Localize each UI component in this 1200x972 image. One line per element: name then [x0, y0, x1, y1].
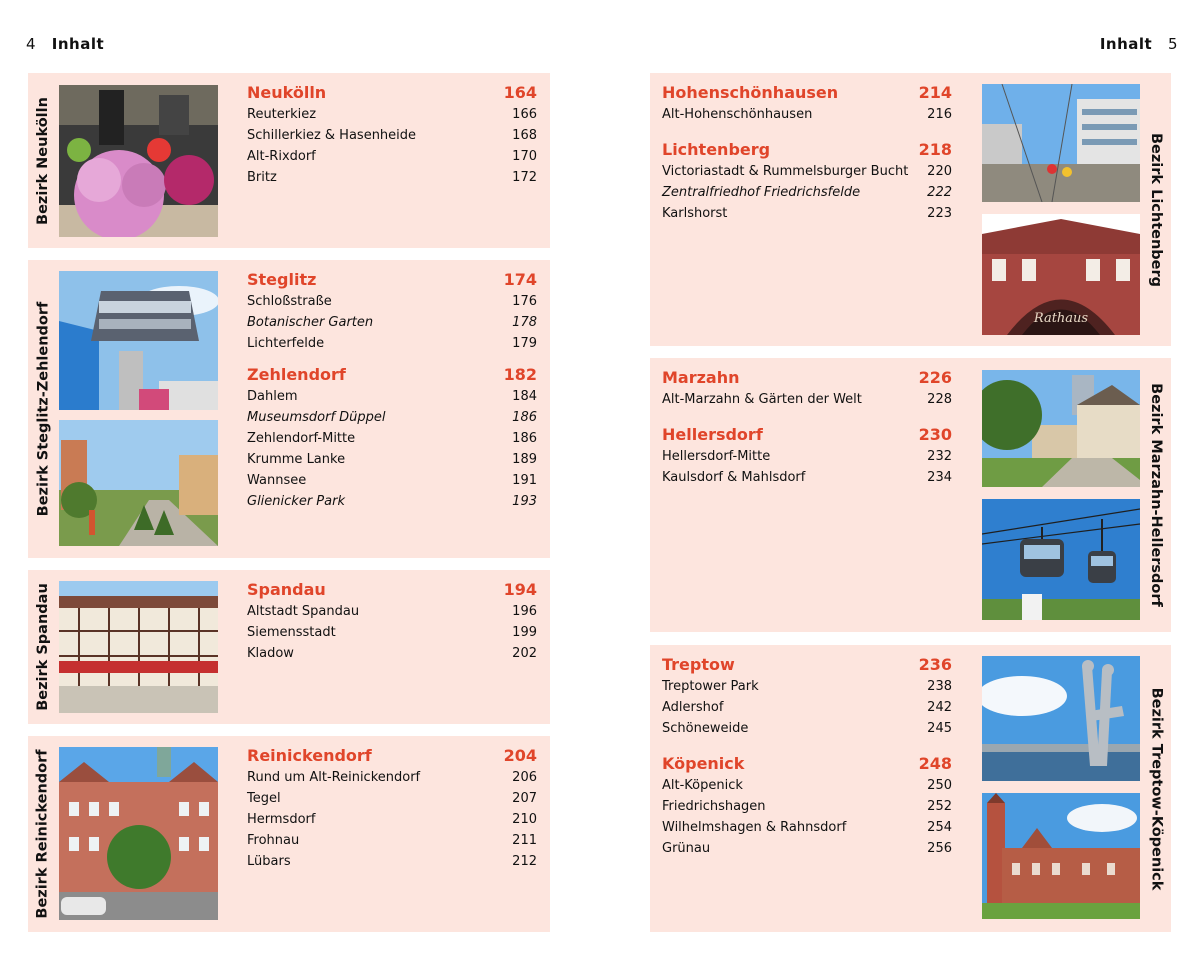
flower-market-photo [59, 85, 218, 237]
district-label: Bezirk Steglitz-Zehlendorf [35, 301, 51, 517]
toc-block [662, 654, 952, 869]
toc-entry[interactable]: Alt-Marzahn & Gärten der Welt 228 [662, 392, 952, 407]
toc-block [247, 269, 537, 522]
district-label: Bezirk Treptow-Köpenick [1148, 687, 1165, 890]
toc-entry[interactable]: Tegel 207 [247, 791, 537, 806]
toc-entry[interactable]: Friedrichshagen 252 [662, 799, 952, 814]
section-heading[interactable]: Steglitz 174 [247, 270, 537, 289]
district-label: Bezirk Spandau [35, 583, 51, 711]
toc-entry[interactable]: Siemensstadt 199 [247, 625, 537, 640]
district-panel-treptow-koepenick [650, 645, 1171, 932]
toc-entry[interactable]: Kladow 202 [247, 646, 537, 661]
toc-entry[interactable]: Adlershof 242 [662, 700, 952, 715]
tram-crossing-photo [982, 84, 1140, 202]
spandau-timber-house-photo [59, 581, 218, 713]
toc-entry[interactable]: Reuterkiez 166 [247, 107, 537, 122]
toc-entry[interactable]: Karlshorst 223 [662, 206, 952, 221]
toc-entry[interactable]: Wilhelmshagen & Rahnsdorf 254 [662, 820, 952, 835]
section-heading[interactable]: Spandau 194 [247, 580, 537, 599]
district-panel-reinickendorf [28, 736, 550, 932]
toc-block [662, 82, 952, 234]
toc-entry[interactable]: Schöneweide 245 [662, 721, 952, 736]
toc-entry[interactable]: Alt-Rixdorf 170 [247, 149, 537, 164]
section-heading[interactable]: Lichtenberg 218 [662, 140, 952, 159]
toc-entry[interactable]: Krumme Lanke 189 [247, 452, 537, 467]
toc-entry[interactable]: Altstadt Spandau 196 [247, 604, 537, 619]
koepenick-town-hall-photo [982, 793, 1140, 919]
bierpinsel-tower-photo [59, 271, 218, 410]
left-page-title: Inhalt [51, 35, 105, 53]
section-heading[interactable]: Hellersdorf 230 [662, 425, 952, 444]
toc-entry[interactable]: Zehlendorf-Mitte 186 [247, 431, 537, 446]
right-page-title: Inhalt [1099, 35, 1153, 53]
district-panel-spandau [28, 570, 550, 724]
toc-block [247, 745, 537, 882]
toc-entry[interactable]: Rund um Alt-Reinickendorf 206 [247, 770, 537, 785]
toc-entry[interactable]: Alt-Hohenschönhausen 216 [662, 107, 952, 122]
zehlendorf-street-photo [59, 420, 218, 546]
toc-entry[interactable]: Zentralfriedhof Friedrichsfelde 222 [662, 185, 952, 200]
district-label: Bezirk Lichtenberg [1148, 132, 1165, 287]
section-heading[interactable]: Marzahn 226 [662, 368, 952, 387]
toc-entry[interactable]: Kaulsdorf & Mahlsdorf 234 [662, 470, 952, 485]
marzahn-village-photo [982, 370, 1140, 487]
district-label: Bezirk Marzahn-Hellersdorf [1148, 383, 1164, 607]
svg-text:Rathaus: Rathaus [1033, 311, 1089, 326]
district-panel-lichtenberg [650, 73, 1171, 346]
left-page-number: 4 [26, 35, 37, 53]
toc-entry[interactable]: Grünau 256 [662, 841, 952, 856]
toc-entry[interactable]: Britz 172 [247, 170, 537, 185]
toc-entry[interactable]: Treptower Park 238 [662, 679, 952, 694]
toc-block [247, 579, 537, 674]
toc-block [247, 82, 537, 198]
toc-entry[interactable]: Frohnau 211 [247, 833, 537, 848]
toc-entry[interactable]: Victoriastadt & Rummelsburger Bucht 220 [662, 164, 952, 179]
toc-entry[interactable]: Lübars 212 [247, 854, 537, 869]
section-heading[interactable]: Köpenick 248 [662, 754, 952, 773]
reinickendorf-town-hall-photo [59, 747, 218, 920]
district-panel-steglitz-zehlendorf [28, 260, 550, 558]
left-page-header [26, 35, 104, 53]
section-heading[interactable]: Hohenschönhausen 214 [662, 83, 952, 102]
toc-entry[interactable]: Schillerkiez & Hasenheide 168 [247, 128, 537, 143]
right-page-header [1100, 35, 1178, 53]
section-heading[interactable]: Neukölln 164 [247, 83, 537, 102]
molecule-man-photo [982, 656, 1140, 781]
section-heading[interactable]: Treptow 236 [662, 655, 952, 674]
toc-entry[interactable]: Dahlem 184 [247, 389, 537, 404]
section-heading[interactable]: Zehlendorf 182 [247, 365, 537, 384]
section-heading[interactable]: Reinickendorf 204 [247, 746, 537, 765]
cable-car-photo [982, 499, 1140, 620]
toc-entry[interactable]: Botanischer Garten 178 [247, 315, 537, 330]
toc-entry[interactable]: Glienicker Park 193 [247, 494, 537, 509]
toc-block [662, 367, 952, 498]
toc-entry[interactable]: Wannsee 191 [247, 473, 537, 488]
toc-entry[interactable]: Hermsdorf 210 [247, 812, 537, 827]
toc-entry[interactable]: Alt-Köpenick 250 [662, 778, 952, 793]
district-label: Bezirk Neukölln [35, 96, 52, 225]
toc-entry[interactable]: Hellersdorf-Mitte 232 [662, 449, 952, 464]
district-panel-neukoelln [28, 73, 550, 248]
toc-entry[interactable]: Museumsdorf Düppel 186 [247, 410, 537, 425]
district-label: Bezirk Reinickendorf [35, 749, 51, 919]
toc-entry[interactable]: Lichterfelde 179 [247, 336, 537, 351]
toc-entry[interactable]: Schloßstraße 176 [247, 294, 537, 309]
district-panel-marzahn-hellersdorf [650, 358, 1171, 632]
right-page-number: 5 [1167, 35, 1178, 53]
brick-rathaus-photo [982, 214, 1140, 335]
